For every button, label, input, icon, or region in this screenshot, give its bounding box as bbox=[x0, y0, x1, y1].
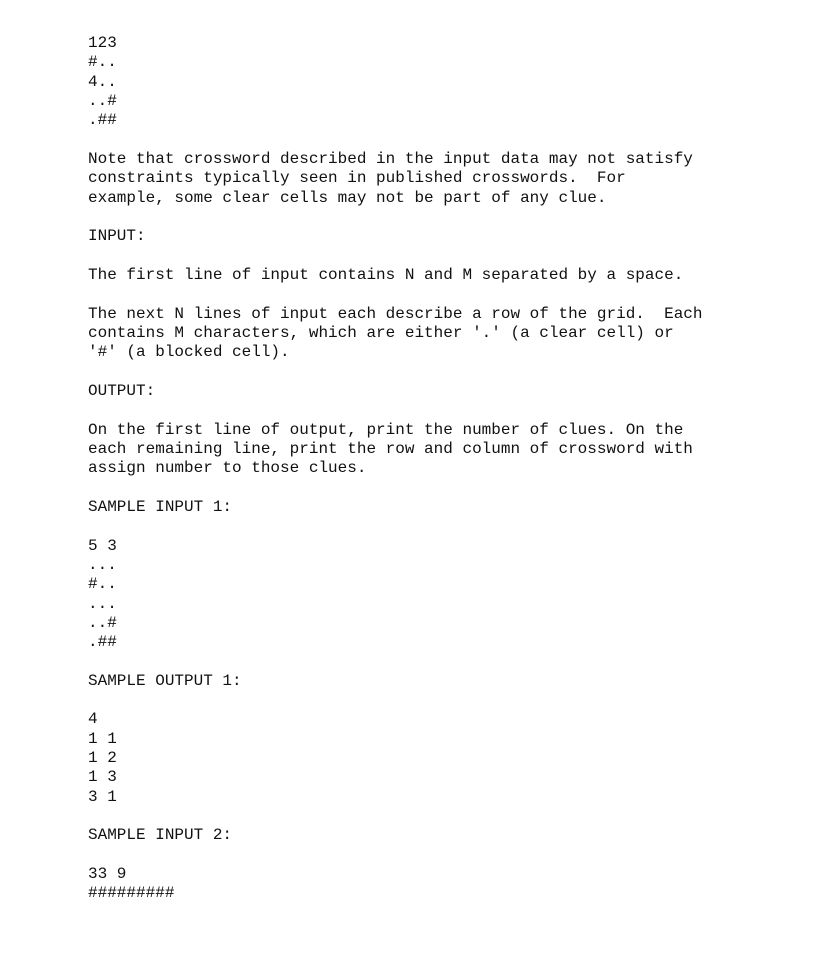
blank-line bbox=[88, 653, 788, 672]
blank-line bbox=[88, 807, 788, 826]
blank-line bbox=[88, 517, 788, 536]
sample-input-2-heading: SAMPLE INPUT 2: bbox=[88, 826, 233, 845]
blank-line bbox=[88, 691, 788, 710]
grid-row-4: ..# bbox=[88, 91, 117, 110]
input-desc-line-2: The next N lines of input each describe a row of the grid. Each bbox=[88, 304, 703, 323]
blank-line bbox=[88, 247, 788, 266]
problem-statement bbox=[88, 34, 788, 904]
sample-output-1-line: 1 2 bbox=[88, 749, 117, 768]
sample-output-1-heading: SAMPLE OUTPUT 1: bbox=[88, 671, 242, 690]
sample-input-1-line: .## bbox=[88, 633, 117, 652]
blank-line bbox=[88, 846, 788, 865]
blank-line bbox=[88, 131, 788, 150]
blank-line bbox=[88, 401, 788, 420]
sample-input-1-line: ..# bbox=[88, 613, 117, 632]
sample-output-1-line: 4 bbox=[88, 710, 98, 729]
sample-input-1-line: ... bbox=[88, 594, 117, 613]
grid-row-1: 123 bbox=[88, 34, 117, 52]
sample-output-1-line: 1 1 bbox=[88, 729, 117, 748]
sample-output-1-line: 1 3 bbox=[88, 768, 117, 787]
input-desc-line-3: contains M characters, which are either '.' (a clear cell) or bbox=[88, 323, 674, 342]
sample-input-2-line: 33 9 bbox=[88, 865, 127, 884]
grid-row-5: .## bbox=[88, 111, 117, 130]
input-desc-line-1: The first line of input contains N and M separated by a space. bbox=[88, 265, 684, 284]
sample-input-2-line: ######### bbox=[88, 884, 175, 903]
note-line-3: example, some clear cells may not be part of any clue. bbox=[88, 188, 607, 207]
sample-input-1-heading: SAMPLE INPUT 1: bbox=[88, 497, 233, 516]
sample-output-1-line: 3 1 bbox=[88, 787, 117, 806]
blank-line bbox=[88, 363, 788, 382]
input-desc-line-4: '#' (a blocked cell). bbox=[88, 343, 290, 362]
output-heading: OUTPUT: bbox=[88, 381, 156, 400]
input-heading: INPUT: bbox=[88, 227, 146, 246]
sample-input-1-line: ... bbox=[88, 555, 117, 574]
sample-input-1-line: #.. bbox=[88, 575, 117, 594]
grid-row-3: 4.. bbox=[88, 72, 117, 91]
blank-line bbox=[88, 285, 788, 304]
sample-input-1-line: 5 3 bbox=[88, 536, 117, 555]
note-line-2: constraints typically seen in published crosswords. For bbox=[88, 169, 626, 188]
blank-line bbox=[88, 208, 788, 227]
blank-line bbox=[88, 479, 788, 498]
output-desc-line-2: each remaining line, print the row and column of crossword with bbox=[88, 439, 693, 458]
grid-row-2: #.. bbox=[88, 53, 117, 72]
output-desc-line-1: On the first line of output, print the number of clues. On the bbox=[88, 420, 684, 439]
note-line-1: Note that crossword described in the input data may not satisfy bbox=[88, 149, 693, 168]
output-desc-line-3: assign number to those clues. bbox=[88, 459, 367, 478]
